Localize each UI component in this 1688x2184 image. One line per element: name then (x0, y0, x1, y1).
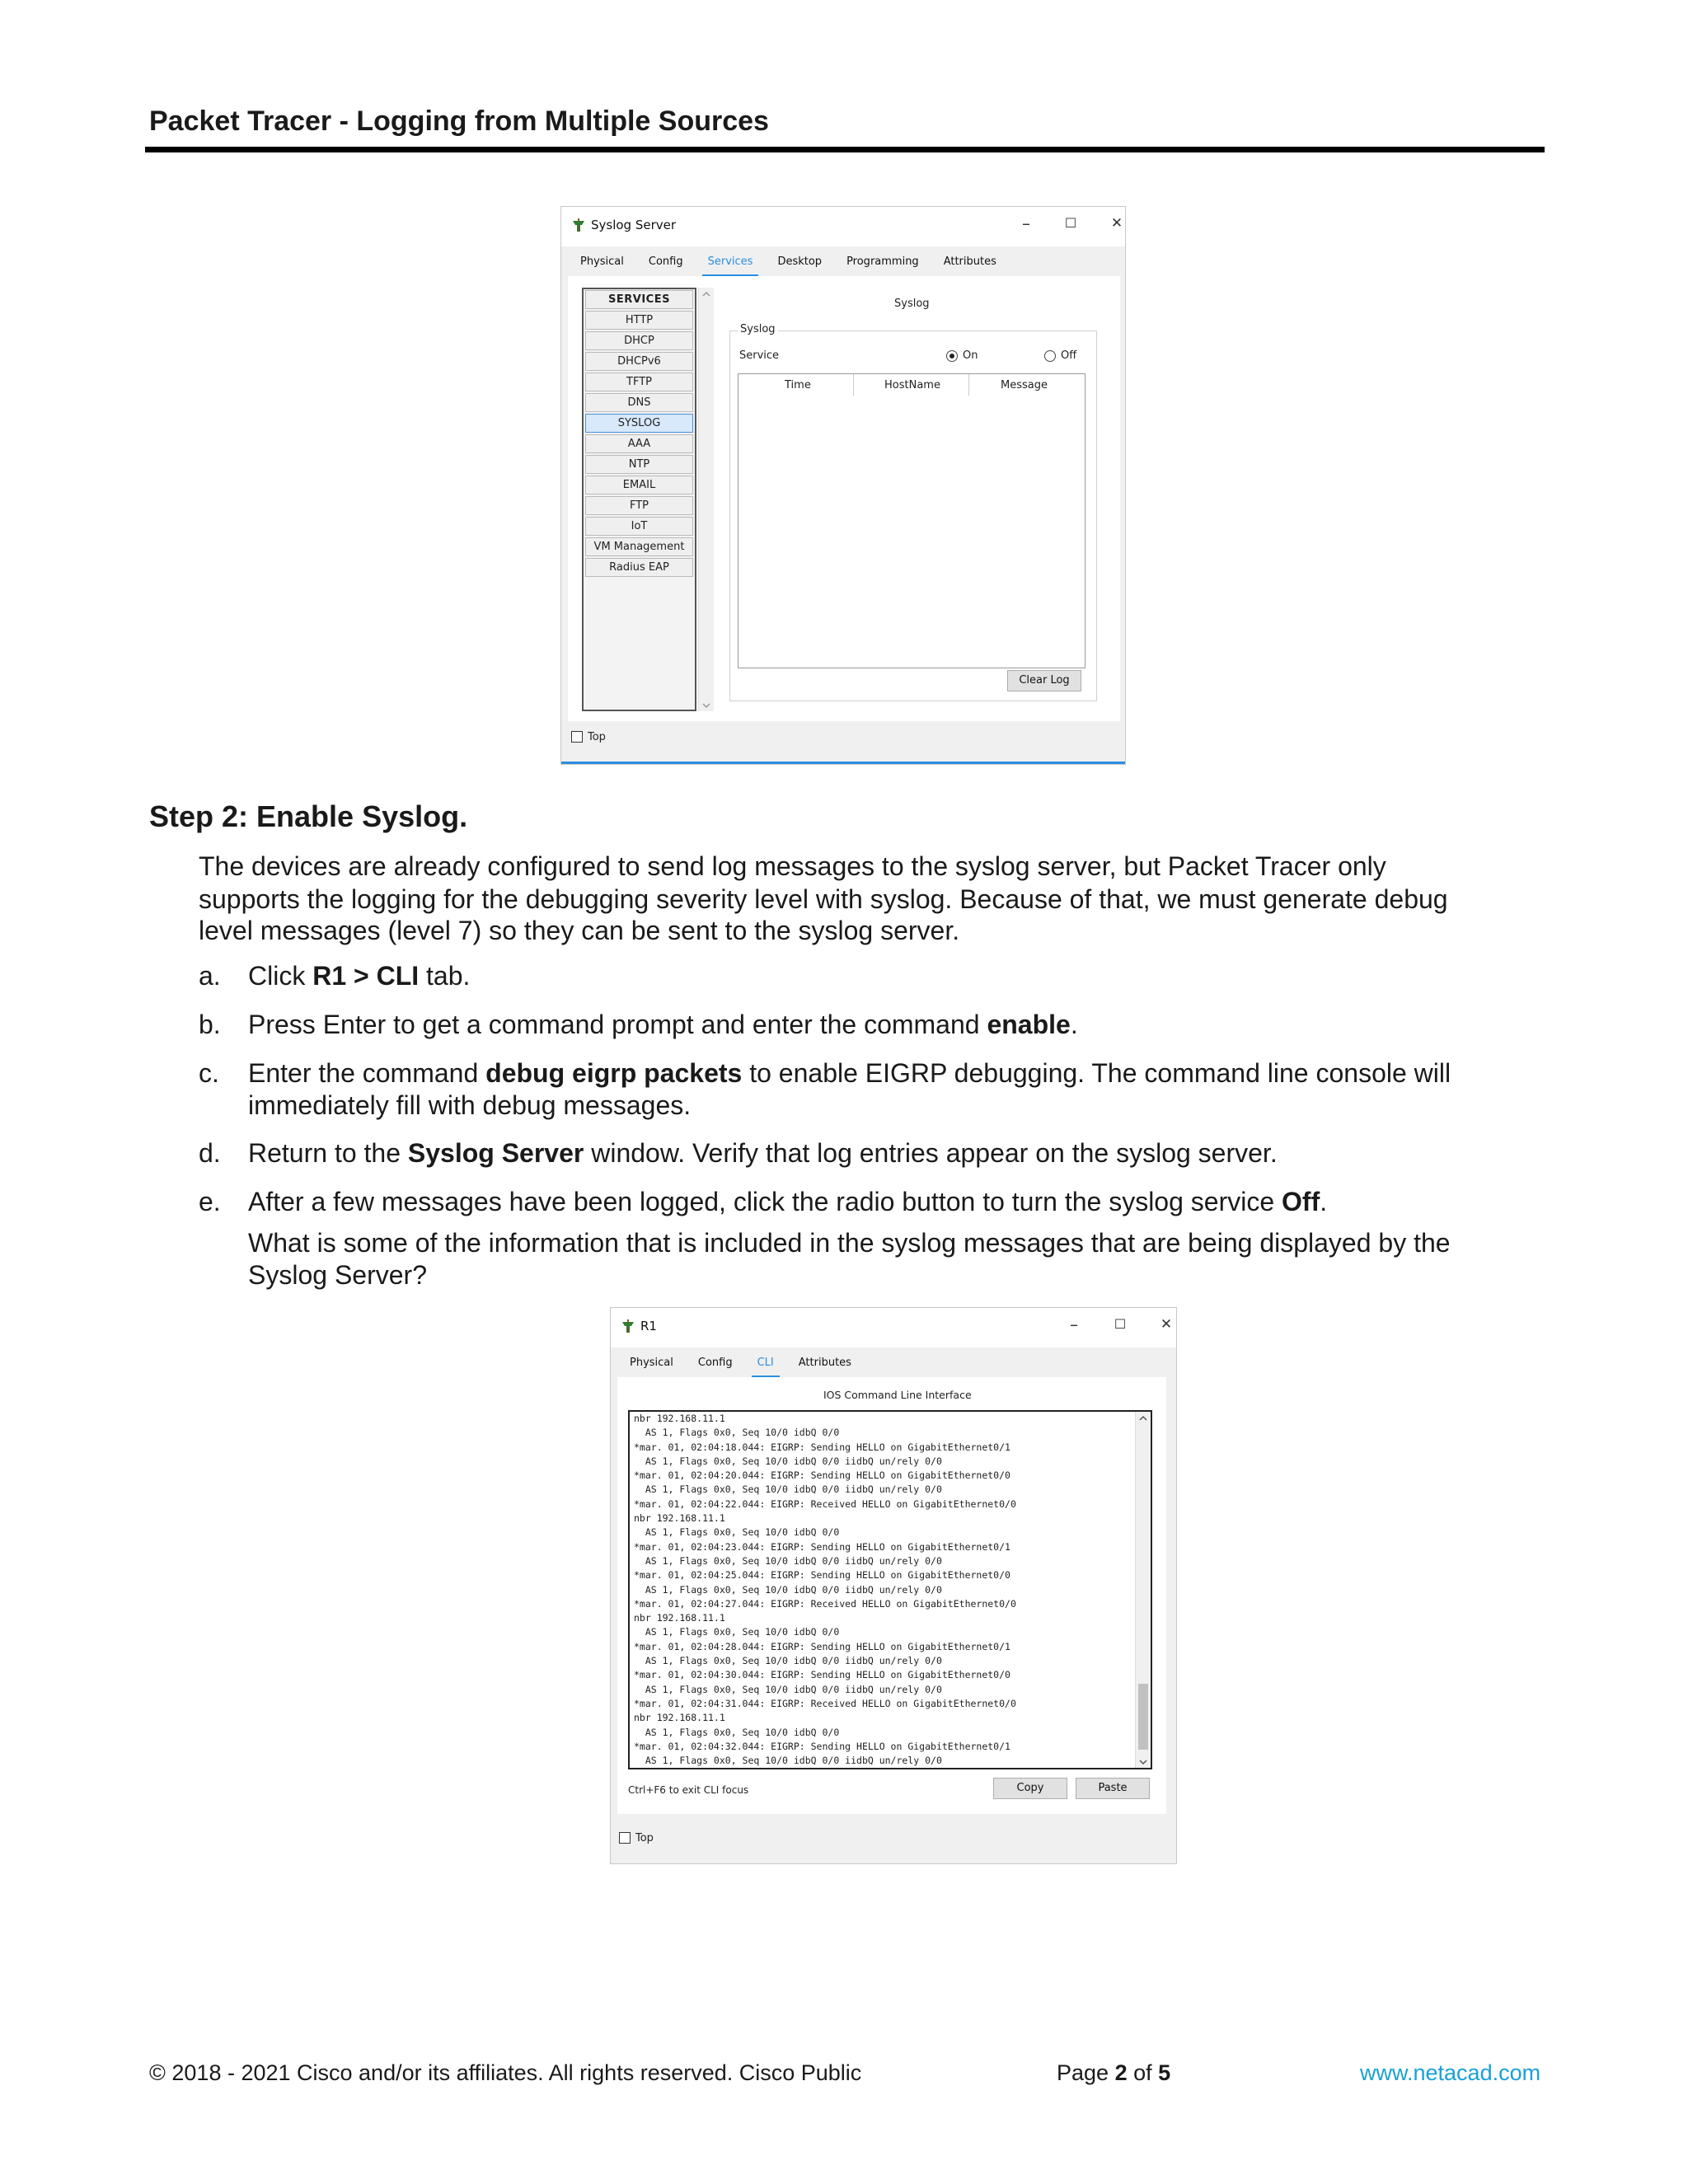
list-marker-c: c. (199, 1058, 219, 1088)
list-item-text: . (1320, 1187, 1328, 1216)
cli-output (634, 1412, 1128, 1768)
top-checkbox-label: Top (588, 731, 606, 743)
service-item-dhcp[interactable]: DHCP (585, 331, 693, 350)
paste-button[interactable]: Paste (1076, 1778, 1150, 1799)
scroll-down-icon[interactable] (699, 700, 714, 711)
list-item-bold: Syslog Server (407, 1138, 584, 1168)
top-checkbox[interactable] (619, 1832, 631, 1844)
page-current: 2 (1114, 2060, 1128, 2085)
list-item-bold: enable (987, 1010, 1071, 1039)
cli-line: *mar. 01, 02:04:30.044: EIGRP: Sending HELLO on GigabitEthernet0/0 (634, 1669, 1010, 1681)
footer-copyright: © 2018 - 2021 Cisco and/or its affiliates. All rights reserved. Cisco Public (149, 2060, 862, 2085)
cli-line: AS 1, Flags 0x0, Seq 10/0 idbQ 0/0 iidbQ un/rely 0/0 (634, 1655, 942, 1667)
list-item-text: Return to the (248, 1138, 408, 1168)
minimize-button[interactable]: – (1022, 213, 1030, 233)
list-marker-e: e. (199, 1187, 221, 1216)
cli-scrollbar[interactable] (1135, 1412, 1151, 1768)
syslog-on-label: On (963, 349, 978, 362)
close-button[interactable]: ✕ (1160, 1316, 1173, 1333)
cli-line: AS 1, Flags 0x0, Seq 10/0 idbQ 0/0 (634, 1726, 840, 1738)
cli-line: AS 1, Flags 0x0, Seq 10/0 idbQ 0/0 iidbQ un/rely 0/0 (634, 1583, 942, 1596)
footer-page-number (1057, 2060, 1170, 2086)
close-button[interactable]: ✕ (1110, 215, 1123, 232)
tab-attributes[interactable]: Attributes (798, 1357, 851, 1369)
intro-line-2: supports the logging for the debugging severity level with syslog. Because of that, we must generate debug (199, 884, 1448, 914)
column-header-message: Message (1001, 379, 1048, 391)
cli-line: *mar. 01, 02:04:32.044: EIGRP: Sending HELLO on GigabitEthernet0/1 (634, 1740, 1010, 1752)
scroll-up-icon[interactable] (1136, 1413, 1151, 1424)
service-item-http[interactable]: HTTP (585, 311, 693, 330)
syslog-off-label: Off (1061, 349, 1077, 362)
tab-physical[interactable]: Physical (630, 1357, 673, 1369)
scroll-up-icon[interactable] (699, 288, 714, 300)
maximize-button[interactable]: ☐ (1064, 215, 1077, 231)
syslog-group-label: Syslog (738, 323, 778, 335)
syslog-log-table[interactable] (738, 373, 1085, 668)
service-label: Service (739, 349, 780, 362)
document-header-title: Packet Tracer - Logging from Multiple Sources (149, 105, 769, 137)
list-item-text: . (1070, 1010, 1078, 1039)
window-bottom-accent (561, 762, 1125, 764)
page-total: 5 (1158, 2060, 1171, 2085)
service-item-aaa[interactable]: AAA (585, 434, 693, 453)
services-list (582, 288, 696, 711)
tab-cli[interactable]: CLI (745, 1353, 786, 1376)
list-item-bold: Off (1282, 1187, 1320, 1216)
window-title: Syslog Server (591, 218, 677, 232)
r1-titlebar (611, 1308, 1176, 1347)
question-line-1: What is some of the information that is included in the syslog messages that are being displayed by the (248, 1228, 1451, 1258)
list-item-d (248, 1137, 1550, 1169)
intro-line-3: level messages (level 7) so they can be sent to the syslog server. (199, 916, 960, 945)
scroll-down-icon[interactable] (1136, 1756, 1151, 1768)
tab-services[interactable]: Services (696, 252, 766, 275)
syslog-server-window (560, 206, 1126, 765)
cli-line: nbr 192.168.11.1 (634, 1413, 725, 1424)
service-item-radius-eap[interactable]: Radius EAP (585, 558, 693, 577)
tab-attributes[interactable]: Attributes (943, 255, 996, 268)
page-of: of (1127, 2060, 1159, 2085)
copy-button[interactable]: Copy (993, 1778, 1067, 1799)
cli-line: *mar. 01, 02:04:27.044: EIGRP: Received HELLO on GigabitEthernet0/0 (634, 1597, 1016, 1610)
tab-config[interactable]: Config (648, 255, 683, 268)
cli-line: AS 1, Flags 0x0, Seq 10/0 idbQ 0/0 iidbQ un/rely 0/0 (634, 1554, 942, 1567)
column-divider (853, 374, 854, 396)
syslog-off-radio[interactable] (1044, 350, 1056, 362)
cli-line: *mar. 01, 02:04:18.044: EIGRP: Sending HELLO on GigabitEthernet0/1 (634, 1441, 1010, 1453)
cli-line: AS 1, Flags 0x0, Seq 10/0 idbQ 0/0 (634, 1427, 840, 1439)
list-item-text: tab. (419, 961, 471, 991)
question-line-2: Syslog Server? (248, 1260, 427, 1290)
service-item-ftp[interactable]: FTP (585, 496, 693, 515)
page-prefix: Page (1057, 2060, 1115, 2085)
cli-line: AS 1, Flags 0x0, Seq 10/0 idbQ 0/0 (634, 1626, 840, 1638)
cli-line: *mar. 01, 02:04:23.044: EIGRP: Sending HELLO on GigabitEthernet0/1 (634, 1540, 1010, 1553)
syslog-on-radio[interactable] (946, 350, 958, 362)
syslog-panel-title: Syslog (894, 298, 930, 310)
service-item-syslog[interactable]: SYSLOG (585, 414, 693, 433)
window-title: R1 (640, 1319, 657, 1333)
column-header-hostname: HostName (884, 379, 940, 391)
list-item-text: After a few messages have been logged, click the radio button to turn the syslog service (248, 1187, 1282, 1216)
cli-line: *mar. 01, 02:04:28.044: EIGRP: Sending HELLO on GigabitEthernet0/1 (634, 1640, 1010, 1652)
cli-panel-title: IOS Command Line Interface (823, 1389, 972, 1401)
intro-line-1: The devices are already configured to send log messages to the syslog server, but Packet Tracer only (199, 851, 1386, 881)
list-item-text: Press Enter to get a command prompt and enter the command (248, 1010, 987, 1039)
services-scrollbar[interactable] (698, 288, 714, 711)
cli-line: AS 1, Flags 0x0, Seq 10/0 idbQ 0/0 iidbQ un/rely 0/0 (634, 1455, 942, 1467)
r1-tabs (617, 1353, 864, 1376)
minimize-button[interactable]: – (1070, 1315, 1078, 1334)
list-marker-a: a. (199, 961, 221, 991)
list-item-text: Enter the command (248, 1058, 486, 1088)
column-divider (968, 374, 969, 396)
cli-line: AS 1, Flags 0x0, Seq 10/0 idbQ 0/0 iidbQ un/rely 0/0 (634, 1755, 942, 1767)
list-item-text: to enable EIGRP debugging. The command line console will (742, 1058, 1451, 1088)
column-header-time: Time (785, 379, 811, 391)
cli-line: nbr 192.168.11.1 (634, 1612, 725, 1624)
cli-line: AS 1, Flags 0x0, Seq 10/0 idbQ 0/0 iidbQ un/rely 0/0 (634, 1683, 942, 1695)
service-item-dhcpv6[interactable]: DHCPv6 (585, 352, 693, 371)
packet-tracer-app-icon (571, 218, 586, 233)
r1-window (610, 1307, 1177, 1864)
cli-line: *mar. 01, 02:04:25.044: EIGRP: Sending HELLO on GigabitEthernet0/0 (634, 1569, 1010, 1582)
list-item-a (248, 959, 1550, 992)
list-item-c (248, 1057, 1550, 1090)
syslog-titlebar (561, 207, 1125, 246)
top-checkbox-label: Top (635, 1832, 654, 1844)
service-item-iot[interactable]: IoT (585, 517, 693, 536)
scroll-thumb[interactable] (1138, 1684, 1148, 1750)
list-item-text: window. Verify that log entries appear on the syslog server. (584, 1138, 1278, 1168)
cli-line: *mar. 01, 02:04:20.044: EIGRP: Sending HELLO on GigabitEthernet0/0 (634, 1469, 1010, 1482)
cli-line: nbr 192.168.11.1 (634, 1712, 725, 1724)
tab-physical[interactable]: Physical (580, 255, 624, 268)
services-list-header: SERVICES (585, 290, 693, 309)
tab-config[interactable]: Config (697, 1357, 733, 1369)
cli-line: *mar. 01, 02:04:31.044: EIGRP: Received HELLO on GigabitEthernet0/0 (634, 1697, 1016, 1709)
service-item-dns[interactable]: DNS (585, 393, 693, 412)
list-item-b (248, 1008, 1550, 1041)
netacad-link[interactable]: www.netacad.com (1360, 2060, 1541, 2085)
list-item-bold: R1 > CLI (312, 961, 420, 991)
step-title: Step 2: Enable Syslog. (149, 799, 468, 833)
service-item-ntp[interactable]: NTP (585, 455, 693, 474)
cli-line: AS 1, Flags 0x0, Seq 10/0 idbQ 0/0 (634, 1526, 840, 1539)
cli-focus-hint: Ctrl+F6 to exit CLI focus (628, 1784, 749, 1796)
syslog-tabs (568, 252, 1009, 275)
service-item-tftp[interactable]: TFTP (585, 373, 693, 391)
list-item-text: Click (248, 961, 313, 991)
header-rule (145, 147, 1545, 152)
service-item-email[interactable]: EMAIL (585, 476, 693, 494)
maximize-button[interactable]: ☐ (1114, 1316, 1127, 1332)
cli-line: AS 1, Flags 0x0, Seq 10/0 idbQ 0/0 iidbQ un/rely 0/0 (634, 1483, 942, 1496)
clear-log-button[interactable]: Clear Log (1007, 670, 1081, 691)
cli-line: *mar. 01, 02:04:22.044: EIGRP: Received HELLO on GigabitEthernet0/0 (634, 1497, 1016, 1510)
cli-line: nbr 192.168.11.1 (634, 1512, 725, 1525)
top-checkbox[interactable] (571, 731, 583, 743)
tab-desktop[interactable]: Desktop (777, 255, 823, 268)
service-item-vm-management[interactable]: VM Management (585, 537, 693, 556)
list-item-c-line-2: immediately fill with debug messages. (248, 1090, 692, 1120)
list-item-e (248, 1185, 1550, 1218)
list-marker-b: b. (199, 1010, 221, 1039)
list-item-bold: debug eigrp packets (485, 1058, 743, 1088)
list-marker-d: d. (199, 1138, 221, 1168)
cli-console[interactable] (628, 1410, 1152, 1769)
tab-programming[interactable]: Programming (846, 255, 919, 268)
cli-panel (617, 1377, 1166, 1814)
services-panel (568, 276, 1120, 721)
packet-tracer-app-icon (621, 1319, 635, 1334)
